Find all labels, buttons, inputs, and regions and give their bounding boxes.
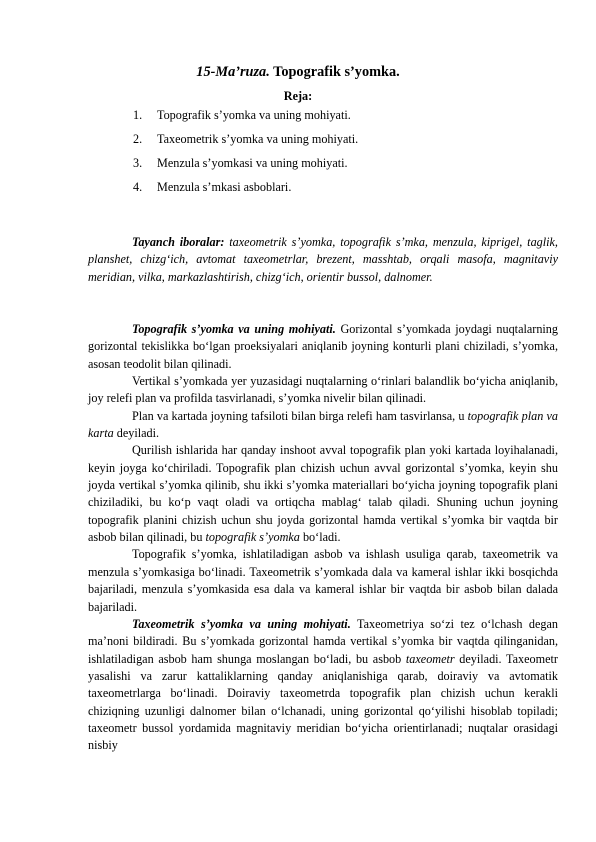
italic-term: topografik s’yomka xyxy=(205,530,300,545)
plan-item-number: 3. xyxy=(133,156,143,170)
lecture-title xyxy=(0,64,596,81)
lecture-number: 15-Ma’ruza. xyxy=(196,64,270,80)
plan-item-number: 4. xyxy=(133,180,143,194)
paragraph xyxy=(88,616,558,755)
paragraph-text: deyiladi. Taxeometr yasalishi va zarur kattaliklarning qanday aniqlanishiga qarab, doiraviy va avtomatik taxeometrlarga bo‘linadi. Doiraviy taxeometrda topografik plan chizish uchun kerakli chiziqning uzunligi dalnomer bilan o‘lchanadi, uning gorizontal qo‘yilishi hisoblab topiladi; taxeometr bussol yordamida magnitaviy meridian bo‘yicha orientirlanadi; nuqtalar orasidagi nisbiy xyxy=(88,651,558,753)
plan-item-text: Menzula s’yomkasi va uning mohiyati. xyxy=(157,156,348,170)
paragraph-text: deyiladi. xyxy=(113,426,160,441)
main-text xyxy=(88,321,558,755)
plan-item-text: Taxeometrik s’yomka va uning mohiyati. xyxy=(157,132,359,146)
paragraph xyxy=(88,321,558,373)
keywords-label: Tayanch iboralar: xyxy=(132,235,225,249)
plan-item-number: 2. xyxy=(133,132,143,146)
plan-item xyxy=(133,155,533,179)
paragraph xyxy=(88,408,558,443)
paragraph-text: Taxeometriya so‘zi tez o‘lchash degan ma’noni bildiradi. Bu s’yomkada gorizontal hamda vertikal s’yomka bir vaqtda qilinganidan, ishlatiladigan asbob ham shunga moslangan bo‘ladi, bu asbob xyxy=(88,616,558,666)
plan-item xyxy=(133,179,533,203)
plan-item-text: Topografik s’yomka va uning mohiyati. xyxy=(157,108,351,122)
keywords-block xyxy=(88,234,558,286)
section-heading: Topografik s’yomka va uning mohiyati. xyxy=(132,322,336,336)
keywords-text: taxeometrik s’yomka, topografik s’mka, menzula, kiprigel, taglik, planshet, chizg‘ich, avtomat taxeometrlar, brezent, masshtab, orqali masofa, magnitaviy meridian, vilka, markazlashtirish, chizg‘ich, orientir bussol, dalnomer. xyxy=(88,235,558,284)
paragraph xyxy=(88,373,558,408)
paragraph-text: Gorizontal s’yomkada joydagi nuqtalarning gorizontal tekislikka bo‘lgan proeksiyalari aniqlanib joyning konturli plani chiziladi, s’yomka, asosan teodolit bilan qilinadi. xyxy=(88,322,558,371)
italic-term: taxeometr xyxy=(405,651,455,666)
paragraph-text: Qurilish ishlarida har qanday inshoot avval topografik plan yoki kartada loyihalanadi, keyin joyga ko‘chiriladi. Topografik plan chizish uchun avval gorizontal s’yomka, keyin shu joyda vertikal s’yomka qilinib, shu ikki s’yomka materiallari bo‘yicha joyning topografik plani chiziladiki, bu ko‘p vaqt oladi va ortiqcha mablag‘ talab qiladi. Shuning uchun joyning topografik planini chizish uchun shu joyda gorizontal hamda vertikal s’yomka bir vaqtda bir asbob bilan qilinadi, bu xyxy=(88,443,558,545)
paragraph xyxy=(88,442,558,546)
plan-list xyxy=(133,107,533,203)
section-heading: Taxeometrik s’yomka va uning mohiyati. xyxy=(132,616,351,631)
plan-item xyxy=(133,107,533,131)
paragraph-text: Vertikal s’yomkada yer yuzasidagi nuqtalarning o‘rinlari balandlik bo‘yicha aniqlanib, joy relefi plan va profilda tasvirlanadi, s’yomka nivelir bilan qilinadi. xyxy=(88,374,558,406)
italic-term: topografik plan va karta xyxy=(88,408,558,441)
paragraph-text: Topografik s’yomka, ishlatiladigan asbob va ishlash usuliga qarab, taxeometrik va menzula s’yomkasiga bo‘linadi. Taxeometrik s’yomkada dala va kameral ishlar ikki bosqichda bajariladi, menzula s’yomkasida esa dala va kameral ishlar bir vaqtda bir asbob bilan dalada bajariladi. xyxy=(88,547,558,614)
plan-item-text: Menzula s’mkasi asboblari. xyxy=(157,180,292,194)
plan-item-number: 1. xyxy=(133,108,143,122)
plan-heading: Reja: xyxy=(283,89,313,103)
paragraph-text: bo‘ladi. xyxy=(299,530,341,545)
paragraph xyxy=(88,546,558,615)
lecture-topic: Topografik s’yomka. xyxy=(273,64,400,80)
paragraph-text: Plan va kartada joyning tafsiloti bilan birga relefi ham tasvirlansa, u xyxy=(132,408,468,423)
plan-item xyxy=(133,131,533,155)
keywords-paragraph xyxy=(88,234,558,286)
